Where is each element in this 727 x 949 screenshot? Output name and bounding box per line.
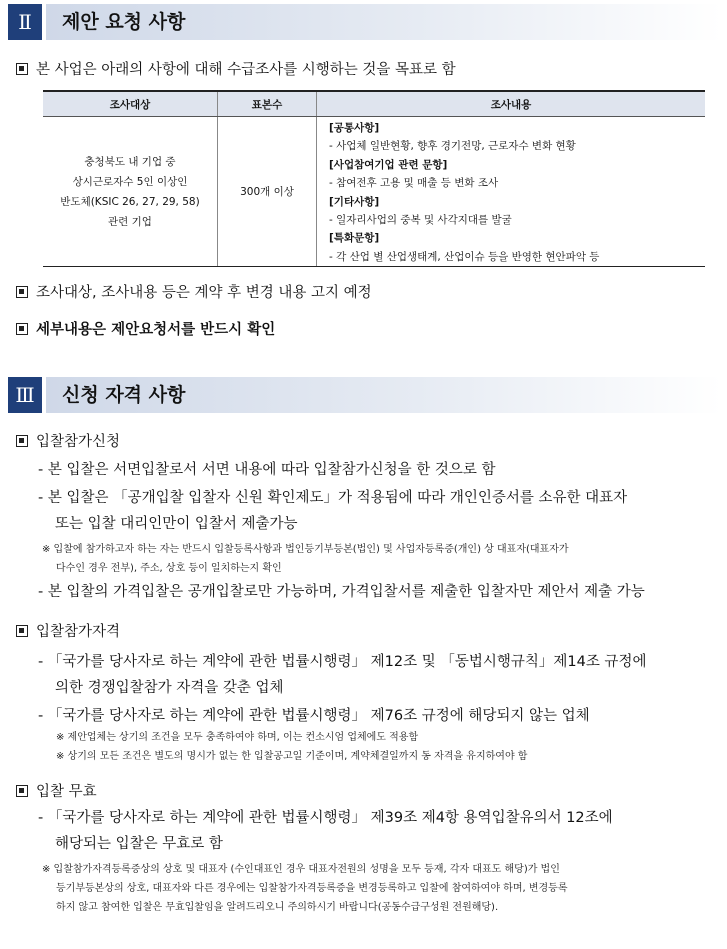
header-target: 조사대상: [43, 91, 218, 117]
content-heading: [기타사항]: [329, 195, 380, 208]
invalid-note: ※ 입찰참가자격등록증상의 상호 및 대표자 (수인대표인 경우 대표자전원의 성명을 모두 등재, 각자 대표도 해당)가 법인: [42, 864, 560, 875]
qualification-line: - 「국가를 당사자로 하는 계약에 관한 법률시행령」 제12조 및 「동법시행규칙」제14조 규정에: [38, 654, 647, 670]
apply-note: ※ 입찰에 참가하고자 하는 자는 반드시 입찰등록사항과 법인등기부등본(법인) 및 사업자등록증(개인) 상 대표자(대표자가: [42, 544, 569, 555]
invalid-line: 해당되는 입찰은 무효로 함: [55, 836, 223, 852]
content-heading: [특화문항]: [329, 232, 380, 245]
content-heading: [사업참여기업 관련 문항]: [329, 158, 448, 171]
apply-line: - 본 입찰은 「공개입찰 입찰자 신원 확인제도」가 적용됨에 따라 개인인증서를 소유한 대표자: [38, 490, 628, 506]
table-header-row: [43, 91, 705, 117]
section-number: Ⅱ: [8, 4, 42, 40]
qualification-line: - 「국가를 당사자로 하는 계약에 관한 법률시행령」 제76조 규정에 해당되지 않는 업체: [38, 708, 590, 724]
content-line: - 사업체 일반현황, 향후 경기전망, 근로자수 변화 현황: [329, 140, 576, 153]
table-row: [43, 117, 705, 267]
target-line: 상시근로자수 5인 이상인: [72, 175, 188, 188]
notice-text: 세부내용은 제안요청서를 반드시 확인: [36, 322, 276, 338]
section-title-bar: [46, 4, 722, 40]
section-header-2: [8, 4, 722, 40]
section-number: Ⅲ: [8, 377, 42, 413]
invalid-note: 하지 않고 참여한 입찰은 무효입찰임을 알려드리오니 주의하시기 바랍니다(공동수급구성원 전원해당).: [56, 902, 499, 913]
qualification-line: 의한 경쟁입찰참가 자격을 갖춘 업체: [55, 680, 284, 696]
square-bullet-icon: [16, 785, 28, 797]
notice-item-bold: [16, 320, 275, 340]
square-bullet-icon: [16, 435, 28, 447]
content-heading: [공통사항]: [329, 122, 380, 134]
heading-text: 입찰 무효: [36, 784, 97, 800]
content-line: - 참여전후 고용 및 매출 등 변화 조사: [329, 177, 499, 190]
intro-text: 본 사업은 아래의 사항에 대해 수급조사를 시행하는 것을 목표로 함: [36, 62, 456, 78]
cell-sample: 300개 이상: [218, 117, 317, 267]
square-bullet-icon: [16, 63, 28, 75]
apply-line: - 본 입찰은 서면입찰로서 서면 내용에 따라 입찰참가신청을 한 것으로 함: [38, 462, 496, 478]
section-header-3: [8, 377, 722, 413]
section-title-bar: [46, 377, 722, 413]
square-bullet-icon: [16, 625, 28, 637]
heading-text: 입찰참가신청: [36, 434, 121, 450]
square-bullet-icon: [16, 323, 28, 335]
square-bullet-icon: [16, 286, 28, 298]
invalid-heading: [16, 782, 97, 802]
apply-heading: [16, 432, 120, 452]
apply-line: 또는 입찰 대리인만이 입찰서 제출가능: [55, 516, 298, 532]
qualification-note: ※ 상기의 모든 조건은 별도의 명시가 없는 한 입찰공고일 기준이며, 계약체결일까지 동 자격을 유지하여야 함: [56, 751, 528, 762]
target-line: 관련 기업: [108, 215, 152, 228]
notice-text: 조사대상, 조사내용 등은 계약 후 변경 내용 고지 예정: [36, 285, 372, 301]
invalid-note: 등기부등본상의 상호, 대표자와 다른 경우에는 입찰참가자격등록증을 변경등록하고 입찰에 참여하여야 하며, 변경등록: [56, 883, 568, 894]
target-line: 반도체(KSIC 26, 27, 29, 58): [60, 195, 200, 208]
apply-line: - 본 입찰의 가격입찰은 공개입찰로만 가능하며, 가격입찰서를 제출한 입찰자만 제안서 제출 가능: [38, 584, 645, 600]
intro-item: [16, 60, 456, 80]
cell-target: [43, 117, 218, 267]
content-line: - 일자리사업의 중복 및 사각지대를 발굴: [329, 214, 512, 227]
invalid-line: - 「국가를 당사자로 하는 계약에 관한 법률시행령」 제39조 제4항 용역입찰유의서 12조에: [38, 810, 613, 826]
section-title: 제안 요청 사항: [62, 11, 186, 33]
qualification-note: ※ 제안업체는 상기의 조건을 모두 충족하여야 하며, 이는 컨소시엄 업체에도 적용함: [56, 732, 419, 743]
notice-item: [16, 283, 372, 303]
content-line: - 각 산업 별 산업생태계, 산업이슈 등을 반영한 현안파악 등: [329, 250, 600, 263]
target-line: 충청북도 내 기업 중: [84, 155, 176, 168]
apply-note: 다수인 경우 전부), 주소, 상호 등이 일치하는지 확인: [56, 563, 282, 574]
survey-table: [43, 90, 705, 267]
section-title: 신청 자격 사항: [62, 384, 186, 406]
heading-text: 입찰참가자격: [36, 624, 121, 640]
qualification-heading: [16, 622, 120, 642]
header-sample: 표본수: [218, 91, 317, 117]
header-content: 조사내용: [317, 91, 706, 117]
cell-content: [317, 117, 706, 267]
